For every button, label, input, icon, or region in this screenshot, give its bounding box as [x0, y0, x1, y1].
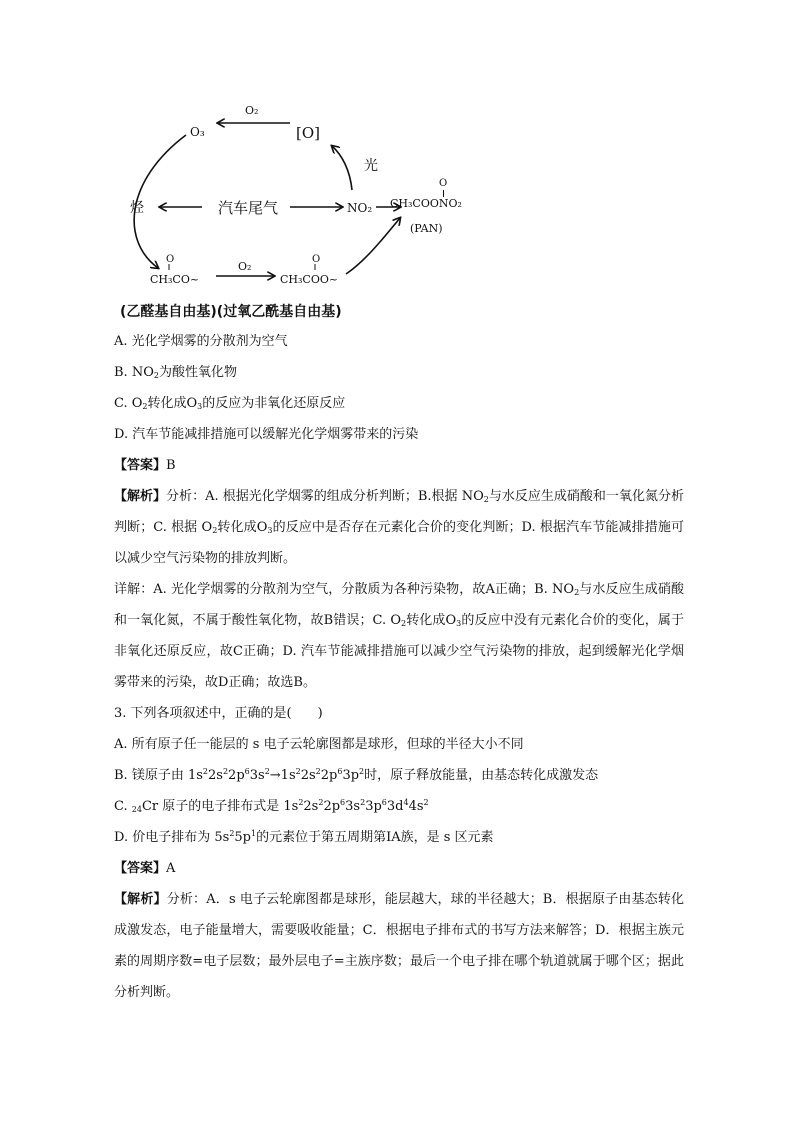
smog-reaction-diagram [120, 90, 420, 330]
peroxy-carbonyl-o: O [312, 254, 321, 265]
o2-bottom-label: O₂ [238, 260, 252, 273]
q2-option-b: B. $NO_2$为酸性氧化物 [114, 365, 237, 380]
pan-double-bond [443, 190, 444, 197]
acetyl-formula: CH₃CO~ [150, 273, 200, 286]
q3-analysis: 【解析】分析：A．s 电子云轮廓图都是球形，能层越大，球的半径越大；B．根据原子由基态转化成激发态，电子能量增大，需要吸收能量；C．根据电子排布式的书写方法来解答；D．根据主族元素的周期序数=电子层数；最外层电子=主族序数；最后一个电子排在哪个轨道就属于哪个区；据此分析判断。 [114, 892, 684, 1000]
q3-option-b: B. 镁原子由 $1s^22s^22p^63s^2\to 1s^22s^22p^63p^2$时，原子释放能量，由基态转化成激发态 [114, 767, 599, 783]
q3-option-c: C. 24Cr 原子的电子排布式是 $1s^22s^22p^63s^23p^63d^44s^2$ [114, 798, 429, 814]
q3-option-a: A. 所有原子任一能层的 s 电子云轮廓图都是球形，但球的半径大小不同 [114, 737, 524, 752]
question-content [114, 326, 684, 1008]
q2-analysis: 【解析】分析：A. 根据光化学烟雾的组成分析判断；B.根据 $NO_2$与水反应生成硝酸和一氧化氮分析判断；C. 根据 $O_2$转化成$O_3$的反应中是否存在元素化合价的变化判断；D. 根据汽车节能减排措施可以减少空气污染物的排放判断。 [114, 489, 684, 566]
q2-option-a: A. 光化学烟雾的分散剂为空气 [114, 334, 288, 349]
o2-top-label: O₂ [245, 104, 259, 117]
arrow-peroxy-to-pan [346, 218, 400, 274]
q3-stem: 3. 下列各项叙述中，正确的是( ) [114, 706, 323, 721]
no2-label: NO₂ [347, 201, 373, 215]
o3-label: O₃ [190, 125, 205, 139]
q3-option-d: D. 价电子排布为 $5s^25p^1$的元素位于第五周期第ⅠA族，是 s 区元素 [114, 829, 494, 845]
exhaust-label: 汽车尾气 [218, 199, 279, 217]
pan-carbonyl-o-text: O [439, 178, 448, 189]
arrow-no2-to-o [332, 146, 352, 190]
q2-detail: 详解：A. 光化学烟雾的分散剂为空气，分散质为各种污染物，故A正确；B. $NO_2$与水反应生成硝酸和一氧化氮，不属于酸性氧化物，故B错误；C. $O_2$转化成$O_3$的反应中没有元素化合价的变化，属于非氧化还原反应，故C正确；D. 汽车节能减排措施可以减少空气污染物的排放，起到缓解光化学烟雾带来的污染，故D正确；故选B。 [114, 582, 684, 690]
q2-option-c: C. $O_2$转化成$O_3$的反应为非氧化还原反应 [114, 396, 346, 411]
light-label: 光 [364, 158, 378, 174]
q2-option-d: D. 汽车节能减排措施可以缓解光化学烟雾带来的污染 [114, 427, 419, 442]
acetyl-carbonyl-o: O [166, 254, 175, 265]
q2-answer: 【答案】B [114, 458, 176, 473]
pan-name: (PAN) [410, 222, 443, 235]
o-radical-label: [O] [296, 124, 321, 142]
pan-formula: CH₃COONO₂ [390, 197, 462, 210]
hydrocarbon-label: 烃 [130, 200, 144, 216]
radical-names-label: (乙醛基自由基)(过氧乙酰基自由基) [120, 304, 342, 320]
peroxy-formula: CH₃COO~ [280, 273, 339, 286]
q3-answer: 【答案】A [114, 861, 176, 876]
reaction-cycle-svg [120, 90, 420, 330]
